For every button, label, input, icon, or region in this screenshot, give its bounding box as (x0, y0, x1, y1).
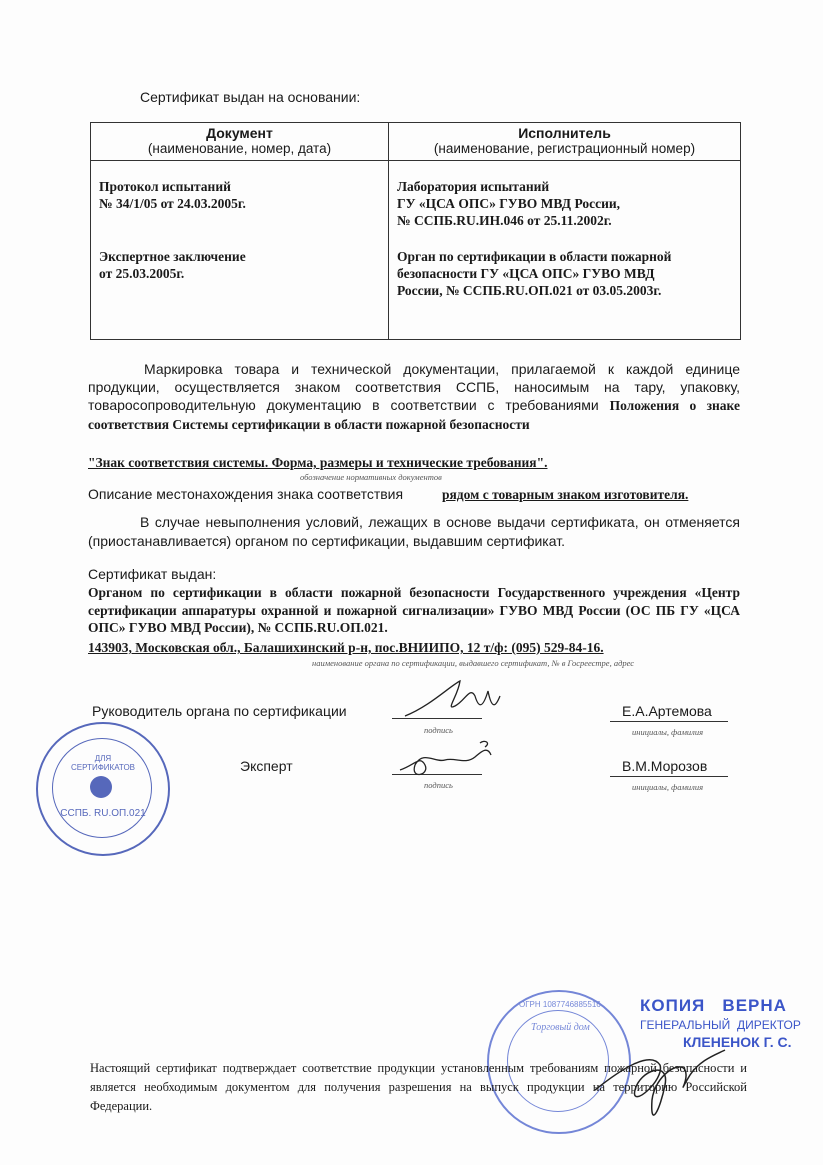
marking-bold: Положения о знаке соответствия Системы сертификации в области пожарной безопасности (88, 398, 740, 432)
executors-cell (389, 161, 741, 340)
stamp-center: Торговый дом (531, 1022, 590, 1033)
executor-entry: Орган по сертификации в области пожарной безопасности ГУ «ЦСА ОПС» ГУВО МВД России, № ССПБ.RU.ОП.021 от 03.05.2003г. (397, 249, 672, 298)
footer-text: Настоящий сертификат подтверждает соответствие продукции установленным требованиям пожарной безопасности и является необходимым документом для получения разрешения на выпуск продукции на территорию Российской Федерации. (90, 1061, 747, 1113)
sign-caption: подпись (424, 725, 453, 735)
header-title: Документ (206, 125, 273, 141)
documents-cell (91, 161, 389, 340)
header-document (91, 123, 389, 161)
name-line (610, 721, 728, 722)
certification-stamp (36, 722, 170, 856)
expert-name: В.М.Морозов (622, 758, 708, 774)
location-label: Описание местонахождения знака соответствия (88, 486, 404, 502)
basis-title: Сертификат выдан на основании: (140, 89, 361, 105)
director-signature (590, 1030, 730, 1140)
header-sub: (наименование, регистрационный номер) (433, 141, 696, 156)
norm-document: "Знак соответствия системы. Форма, размеры и технические требования". (88, 455, 548, 470)
copy-verified: КОПИЯ ВЕРНА (640, 996, 787, 1015)
header-executor (389, 123, 741, 161)
basis-table (90, 122, 741, 340)
copy-position: ГЕНЕРАЛЬНЫЙ ДИРЕКТОР (640, 1018, 801, 1032)
marking-text: Маркировка товара и технической документации, прилагаемой к каждой единице продукции, осуществляется знаком соответствия ССПБ, наносимым на тару, упаковку, товаросопроводительную документацию в соответствии с требованиями (88, 361, 740, 413)
stamp-emblem-icon (90, 776, 112, 798)
issued-caption: наименование органа по сертификации, выдавшего сертификат, № в Госреестре, адрес (312, 658, 635, 668)
location-value: рядом с товарным знаком изготовителя. (442, 487, 689, 502)
document-entry: Экспертное заключение от 25.03.2005г. (99, 249, 246, 281)
name-line (610, 776, 728, 777)
header-sub: (наименование, номер, дата) (147, 141, 332, 156)
name-caption: инициалы, фамилия (632, 727, 704, 737)
head-name: Е.А.Артемова (622, 703, 712, 719)
head-role: Руководитель органа по сертификации (92, 703, 347, 719)
signature-artemova (400, 676, 510, 726)
copy-name: КЛЕНЕНОК Г. С. (683, 1034, 792, 1050)
expert-role: Эксперт (240, 758, 293, 774)
issued-address: 143903, Московская обл., Балашихинский р-н, пос.ВНИИПО, 12 т/ф: (095) 529-84-16. (88, 640, 604, 655)
sign-caption: подпись (424, 780, 453, 790)
executor-entry: Лаборатория испытаний ГУ «ЦСА ОПС» ГУВО МВД России, № ССПБ.RU.ИН.046 от 25.11.2002г. (397, 179, 621, 228)
document-entry: Протокол испытаний № 34/1/05 от 24.03.2005г. (99, 179, 246, 211)
signature-morozov (395, 735, 505, 785)
issued-by: Органом по сертификации в области пожарной безопасности Государственного учреждения «Центр сертификации аппаратуры охранной и пожарной сигнализации» ГУВО МВД России (ОС ПБ ГУ «ЦСА ОПС» ГУВО МВД России), № ССПБ.RU.ОП.021. (88, 585, 740, 635)
header-title: Исполнитель (518, 125, 611, 141)
marking-paragraph (88, 360, 740, 434)
stamp-ogrn: ОГРН 1087746885516 (519, 1000, 601, 1009)
revocation-paragraph: В случае невыполнения условий, лежащих в основе выдачи сертификата, он отменяется (приостанавливается) органом по сертификации, выдавшим сертификат. (88, 514, 740, 549)
stamp-center-text: ДЛЯ СЕРТИФИКАТОВ (70, 754, 135, 772)
name-caption: инициалы, фамилия (632, 782, 704, 792)
issued-label: Сертификат выдан: (88, 566, 217, 582)
stamp-number: ССПБ. RU.ОП.021 (60, 808, 146, 819)
norm-caption: обозначение нормативных документов (300, 472, 442, 482)
